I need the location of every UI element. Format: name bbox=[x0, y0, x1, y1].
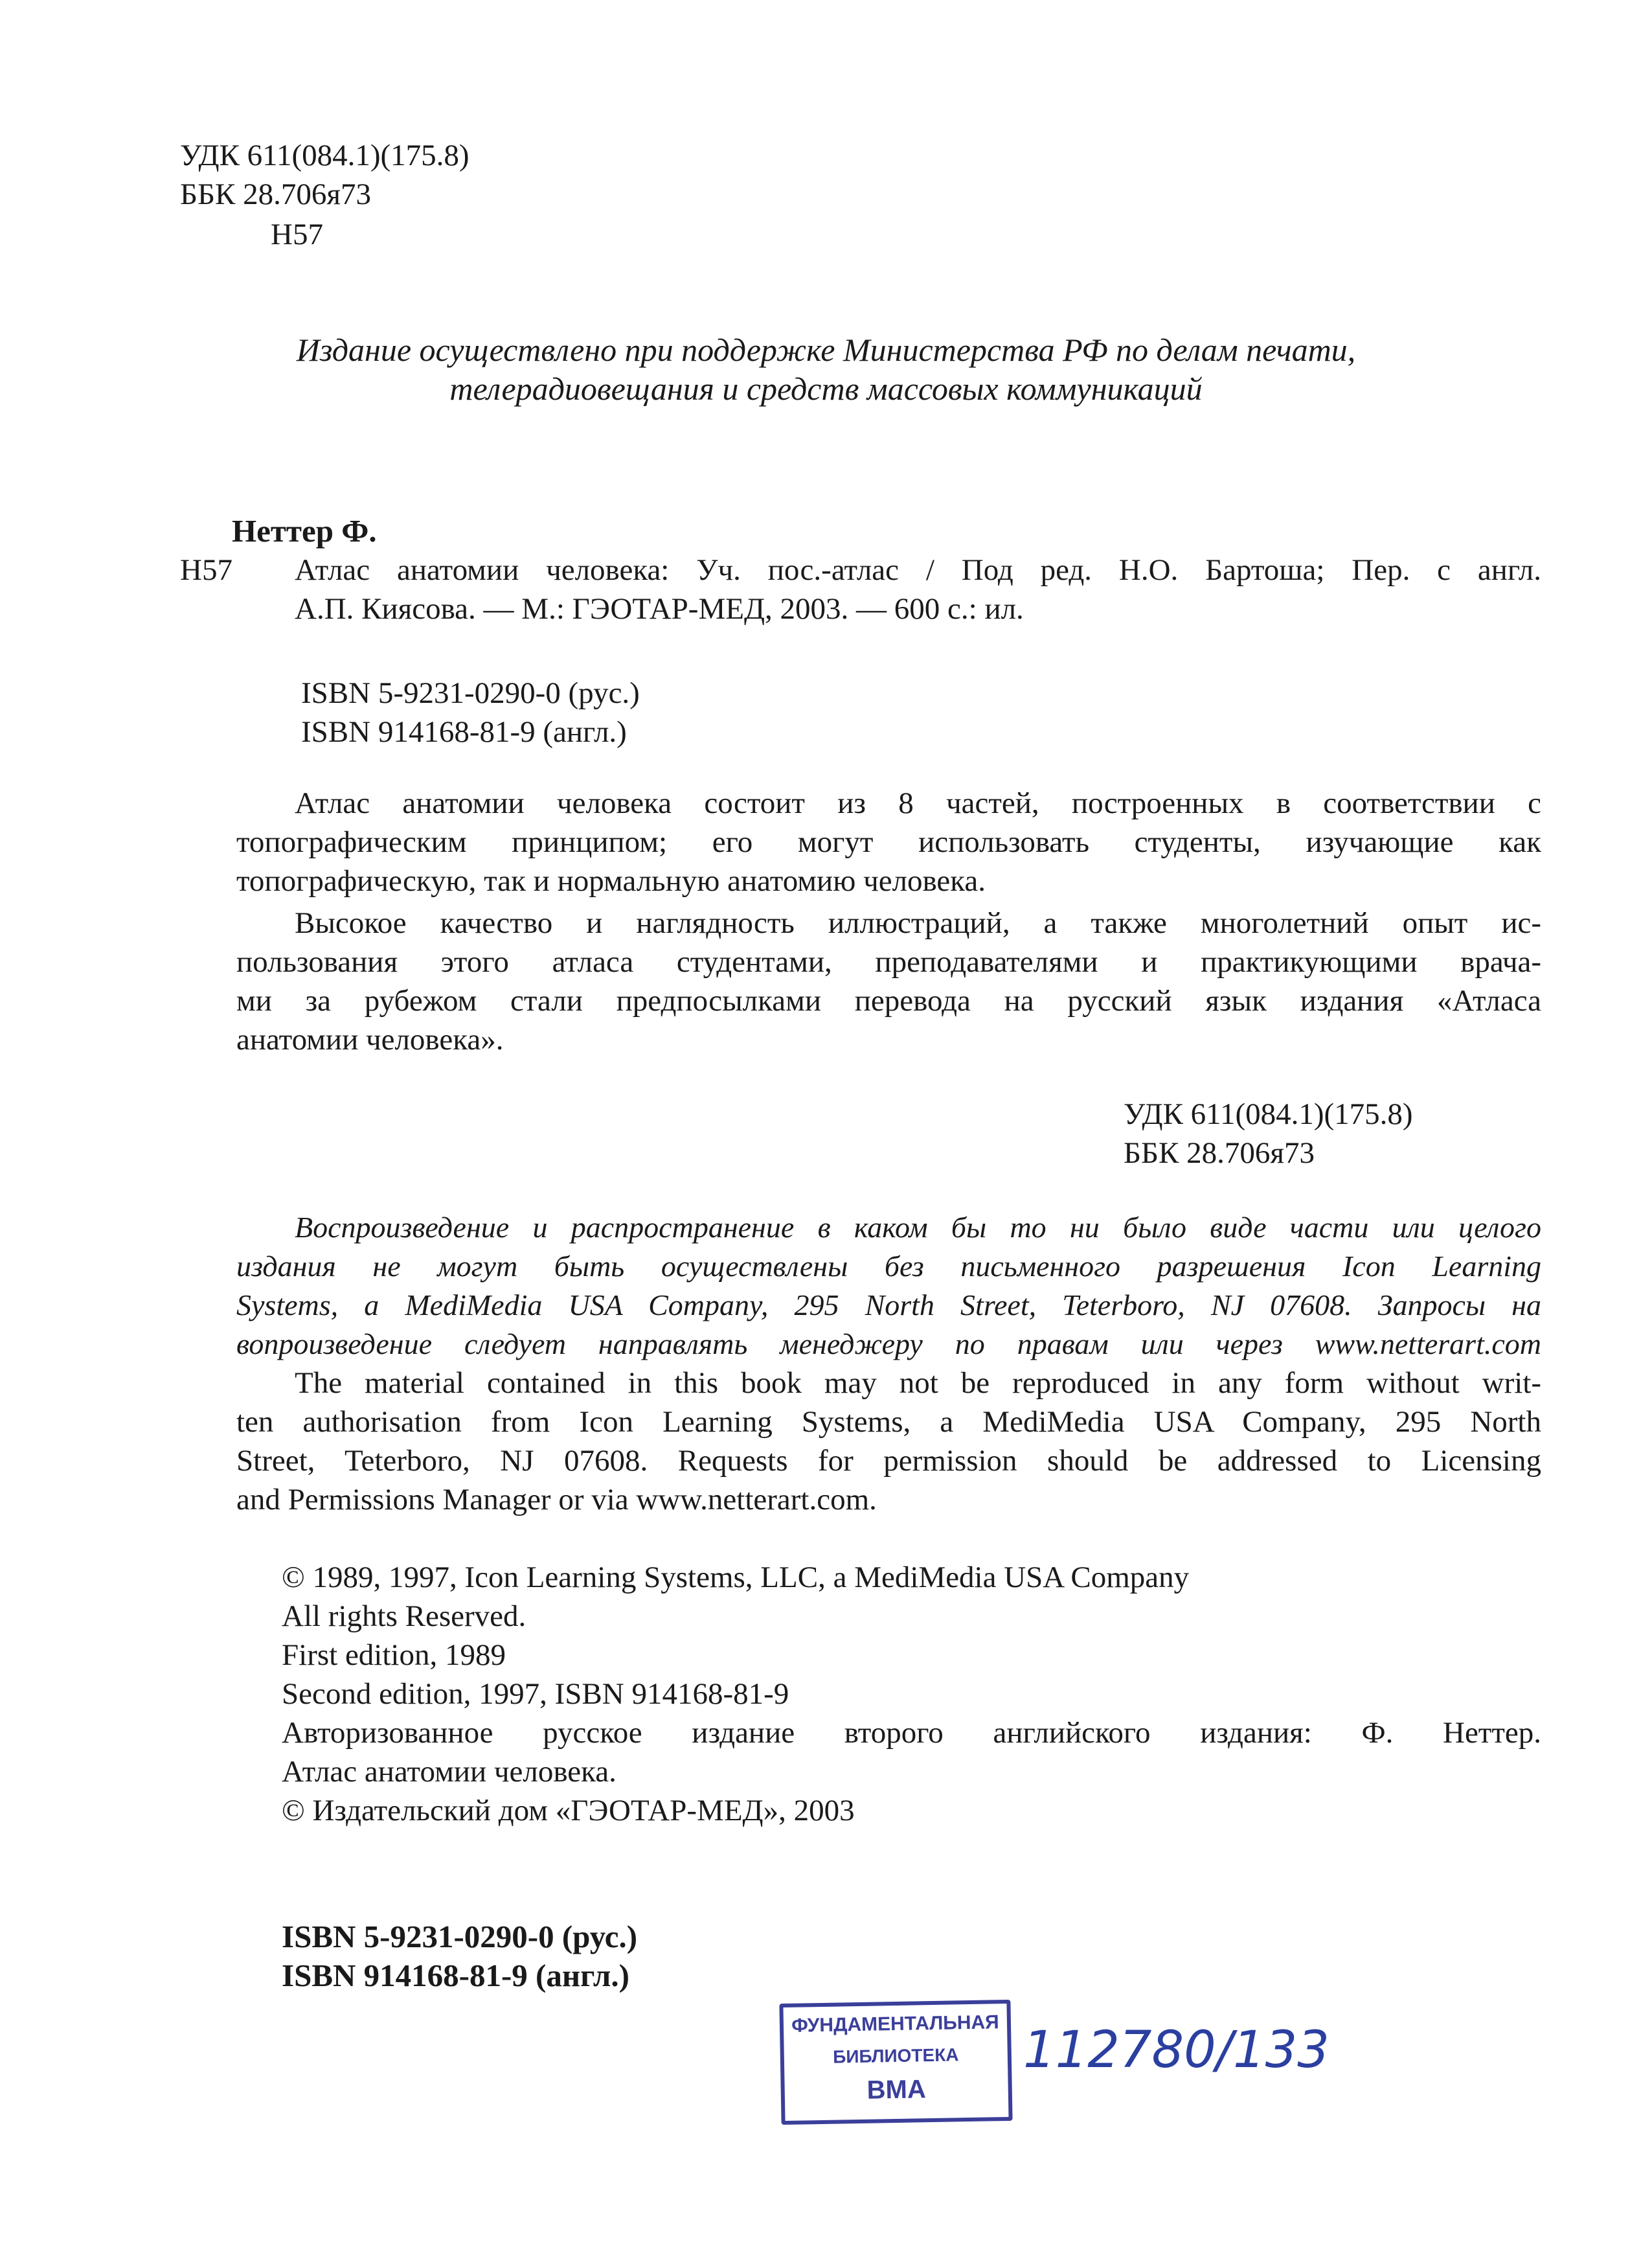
rights-en-l2: ten authorisation from Icon Learning Systems, a MediMedia USA Company, 295 North bbox=[236, 1405, 1541, 1439]
header-bbk: ББК 28.706я73 bbox=[180, 177, 371, 211]
annotation-p2-l1: Высокое качество и наглядность иллюстраций, а также многолетний опыт ис- bbox=[295, 906, 1541, 940]
rights-ru-l3: Systems, a MediMedia USA Company, 295 North Street, Teterboro, NJ 07608. Запросы на bbox=[236, 1288, 1541, 1321]
copyright-line7: © Издательский дом «ГЭОТАР-МЕД», 2003 bbox=[282, 1794, 855, 1827]
annotation-p2-l3: ми за рубежом стали предпосылками перевода на русский язык издания «Атласа bbox=[236, 984, 1541, 1018]
bib-isbn-ru: ISBN 5-9231-0290-0 (рус.) bbox=[301, 676, 640, 710]
rights-ru-l1: Воспроизведение и распространение в каком бы то ни было виде части или целого bbox=[295, 1211, 1541, 1244]
rights-ru-l4: вопроизведение следует направлять менеджеру по правам или через www.netterart.com bbox=[236, 1327, 1541, 1360]
rights-en-l4: and Permissions Manager or via www.netterart.com. bbox=[236, 1483, 877, 1516]
stamp-line2: БИБЛИОТЕКА bbox=[832, 2044, 959, 2067]
annotation-p1-l1: Атлас анатомии человека состоит из 8 частей, построенных в соответствии с bbox=[295, 786, 1541, 820]
copyright-line6: Атлас анатомии человека. bbox=[282, 1755, 617, 1789]
support-note-line2: телерадиовещания и средств массовых коммуникаций bbox=[449, 371, 1203, 407]
rights-ru-l2: издания не могут быть осуществлены без письменного разрешения Icon Learning bbox=[236, 1250, 1541, 1283]
header-udk: УДК 611(084.1)(175.8) bbox=[180, 139, 470, 172]
annotation-p1-l3: топографическую, так и нормальную анатомию человека. bbox=[236, 864, 986, 898]
footer-udk: УДК 611(084.1)(175.8) bbox=[1124, 1097, 1413, 1131]
copyright-line1: © 1989, 1997, Icon Learning Systems, LLC, a MediMedia USA Company bbox=[282, 1561, 1190, 1594]
rights-en-l1: The material contained in this book may not be reproduced in any form without writ- bbox=[295, 1366, 1541, 1400]
bib-author: Неттер Ф. bbox=[232, 513, 377, 549]
final-isbn-en: ISBN 914168-81-9 (англ.) bbox=[282, 1958, 629, 1993]
rights-en-l3: Street, Teterboro, NJ 07608. Requests for permission should be addressed to Licensing bbox=[236, 1444, 1541, 1478]
footer-bbk: ББК 28.706я73 bbox=[1124, 1136, 1315, 1170]
bib-line2: А.П. Киясова. — М.: ГЭОТАР-МЕД, 2003. — 600 с.: ил. bbox=[295, 592, 1024, 626]
copyright-line5: Авторизованное русское издание второго английского издания: Ф. Неттер. bbox=[282, 1716, 1541, 1750]
header-author-mark: Н57 bbox=[271, 218, 323, 251]
annotation-p1-l2: топографическим принципом; его могут использовать студенты, изучающие как bbox=[236, 825, 1541, 859]
copyright-line4: Second edition, 1997, ISBN 914168-81-9 bbox=[282, 1677, 789, 1711]
stamp-line3: ВМА bbox=[866, 2075, 927, 2105]
copyright-line3: First edition, 1989 bbox=[282, 1638, 506, 1672]
library-stamp bbox=[779, 2000, 1012, 2125]
support-note-line1: Издание осуществлено при поддержке Министерства РФ по делам печати, bbox=[296, 332, 1356, 368]
handwritten-inventory-number: 112780/133 bbox=[1023, 2021, 1330, 2079]
stamp-line1: ФУНДАМЕНТАЛЬНАЯ bbox=[791, 2011, 999, 2037]
annotation-p2-l2: пользования этого атласа студентами, преподавателями и практикующими врача- bbox=[236, 945, 1541, 979]
final-isbn-ru: ISBN 5-9231-0290-0 (рус.) bbox=[282, 1919, 638, 1954]
bib-isbn-en: ISBN 914168-81-9 (англ.) bbox=[301, 715, 627, 749]
annotation-p2-l4: анатомии человека». bbox=[236, 1023, 504, 1057]
bib-line1: Атлас анатомии человека: Уч. пос.-атлас / Под ред. Н.О. Бартоша; Пер. с англ. bbox=[295, 553, 1541, 587]
copyright-line2: All rights Reserved. bbox=[282, 1599, 526, 1633]
bib-mark: Н57 bbox=[180, 553, 232, 587]
